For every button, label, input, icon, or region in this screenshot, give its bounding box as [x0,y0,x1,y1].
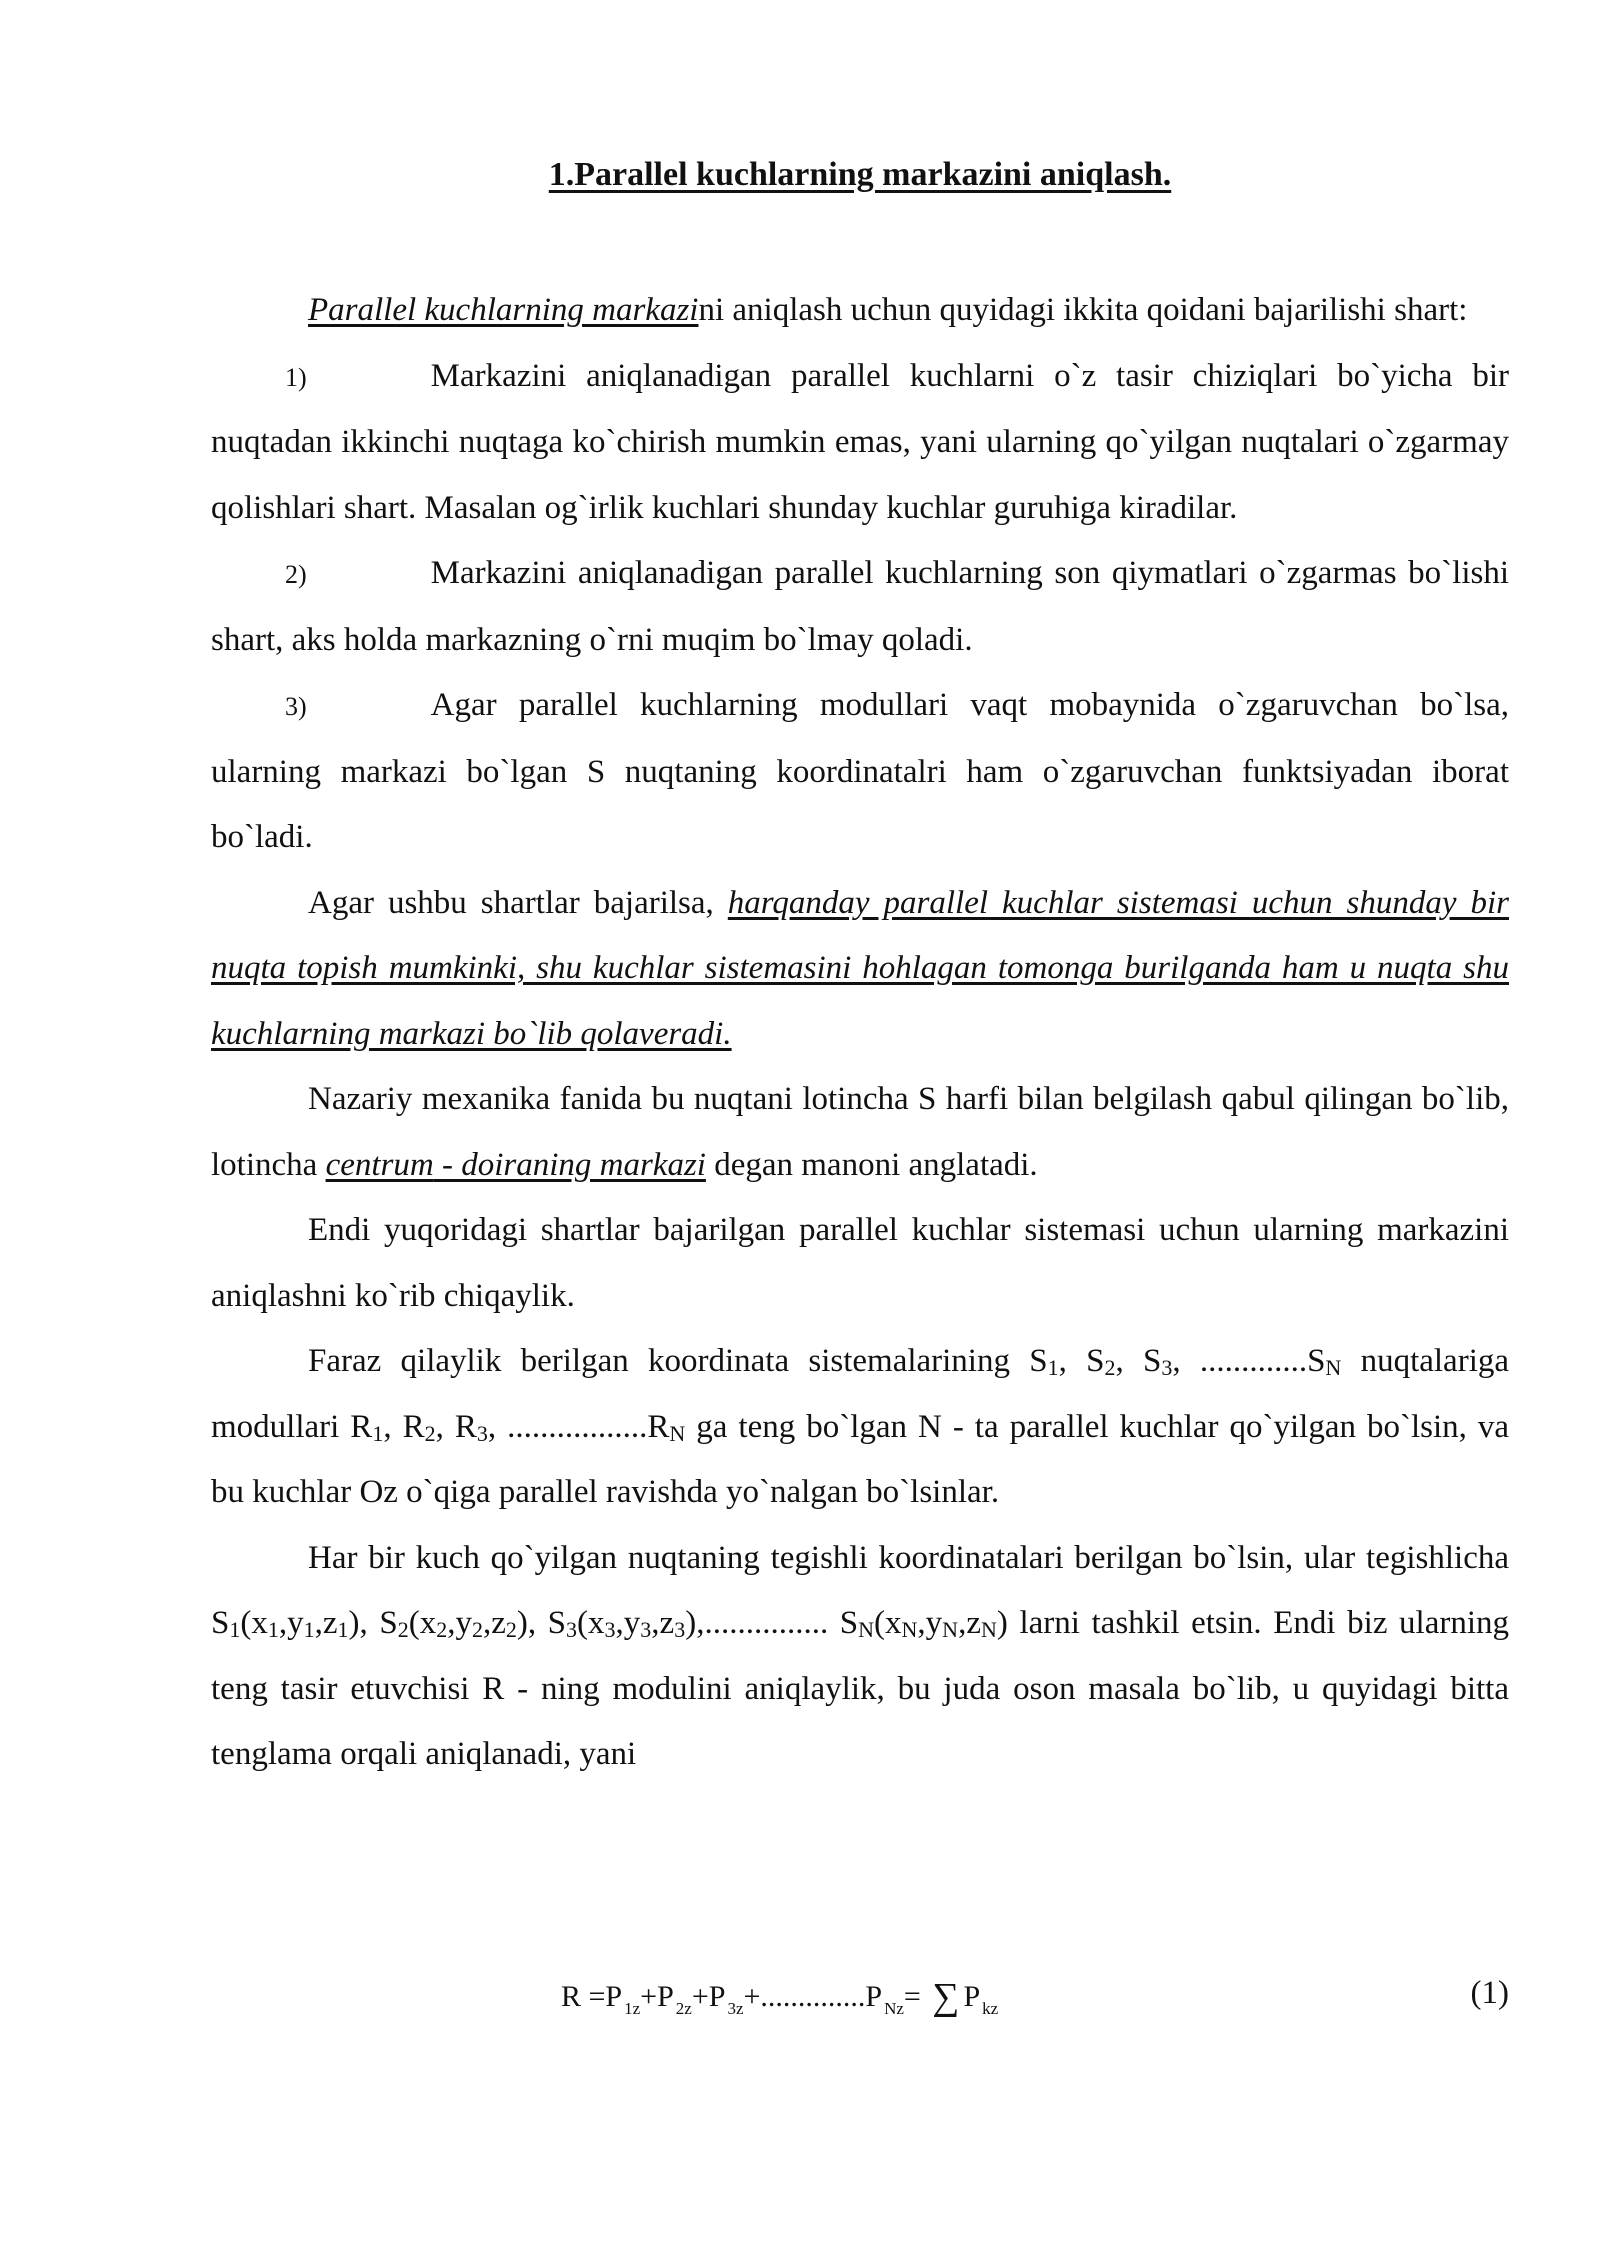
paragraph-theorem: Agar ushbu shartlar bajarilsa, harqanday parallel kuchlar sistemasi uchun shunday bir nuqta topish mumkinki, shu kuchlar sistemasini hohlagan tomonga burilganda ham u nuqta shu kuchlarning markazi bo`lib qolaveradi. [211,884,1509,1052]
term-parallel-center: Parallel kuchlarning markazi [308,292,699,328]
paragraph-notation: Nazariy mexanika fanida bu nuqtani lotincha S harfi bilan belgilash qabul qilingan bo`lib, lotincha centrum - doiraning markazi degan manoni anglatadi. [211,1081,1509,1183]
sigma-symbol: ∑ [932,1976,960,2018]
equation-1 [211,1975,1509,2035]
paragraph-coordinates: Har bir kuch qo`yilgan nuqtaning tegishli koordinatalari berilgan bo`lsin, ular tegishlicha $S_1(x_1,y_1,z_1)$, $S_2(x_2,y_2,z_2)$, $S_3(x_3,y_3,z_3)$,............... $S_N(x_N,y_N,z_N)$ larni tashkil etsin. Endi biz ularning teng tasir etuvchisi R - ning modulini aniqlaylik, bu juda oson masala bo`lib, u quyidagi bitta tenglama orqali aniqlanadi, yani [211,1539,1510,1772]
paragraph-transition: Endi yuqoridagi shartlar bajarilgan parallel kuchlar sistemasi uchun ularning markazini aniqlashni ko`rib chiqaylik. [211,1212,1509,1314]
term-centrum: centrum [325,1146,434,1183]
page-title: 1.Parallel kuchlarning markazini aniqlash. [548,156,1172,193]
equation-number: (1) [1470,1975,1509,2011]
term-translation: - doiraning markazi [433,1146,706,1183]
list-item: 1) Markazini aniqlanadigan parallel kuchlarni o`z tasir chiziqlari bo`yicha bir nuqtadan ikkinchi nuqtaga ko`chirish mumkin emas, yani ularning qo`yilgan nuqtalari o`zgarmay qolishlari shart. Masalan og`irlik kuchlari shunday kuchlar guruhiga kiradilar. [211,357,1509,526]
paragraph-intro: Parallel kuchlarning markazini aniqlash uchun quyidagi ikkita qoidani bajarilishi shart: [308,292,1468,328]
resultant-formula: R =P $_{1z}$+P $_{2z}$+P $_{3z}$+..............P $_{Nz}$= ∑ P $_{kz}$ [561,1976,999,2018]
paragraph-setup: Faraz qilaylik berilgan koordinata sistemalarining $S_1$, $S_2$, $S_3$, $.............S_N$ nuqtalariga modullari $R_1$, $R_2$, $R_3$, $.................R_N$ ga teng bo`lgan N - ta parallel kuchlar qo`yilgan bo`lsin, va bu kuchlar Oz o`qiga parallel ravishda yo`nalgan bo`lsinlar. [211,1343,1510,1510]
list-item: 3) Agar parallel kuchlarning modullari vaqt mobaynida o`zgaruvchan bo`lsa, ularning markazi bo`lgan S nuqtaning koordinatalri ham o`zgaruvchan funktsiyadan iborat bo`ladi. [211,687,1509,855]
list-item: 2) Markazini aniqlanadigan parallel kuchlarning son qiymatlari o`zgarmas bo`lishi shart, aks holda markazning o`rni muqim bo`lmay qoladi. [211,555,1509,658]
document-body [211,278,1509,1788]
theorem-statement: harqanday parallel kuchlar sistemasi uchun shunday bir nuqta topish mumkinki, shu kuchlar sistemasini hohlagan tomonga burilganda ham u nuqta shu kuchlarning markazi bo`lib qolaveradi. [211,884,1509,1052]
